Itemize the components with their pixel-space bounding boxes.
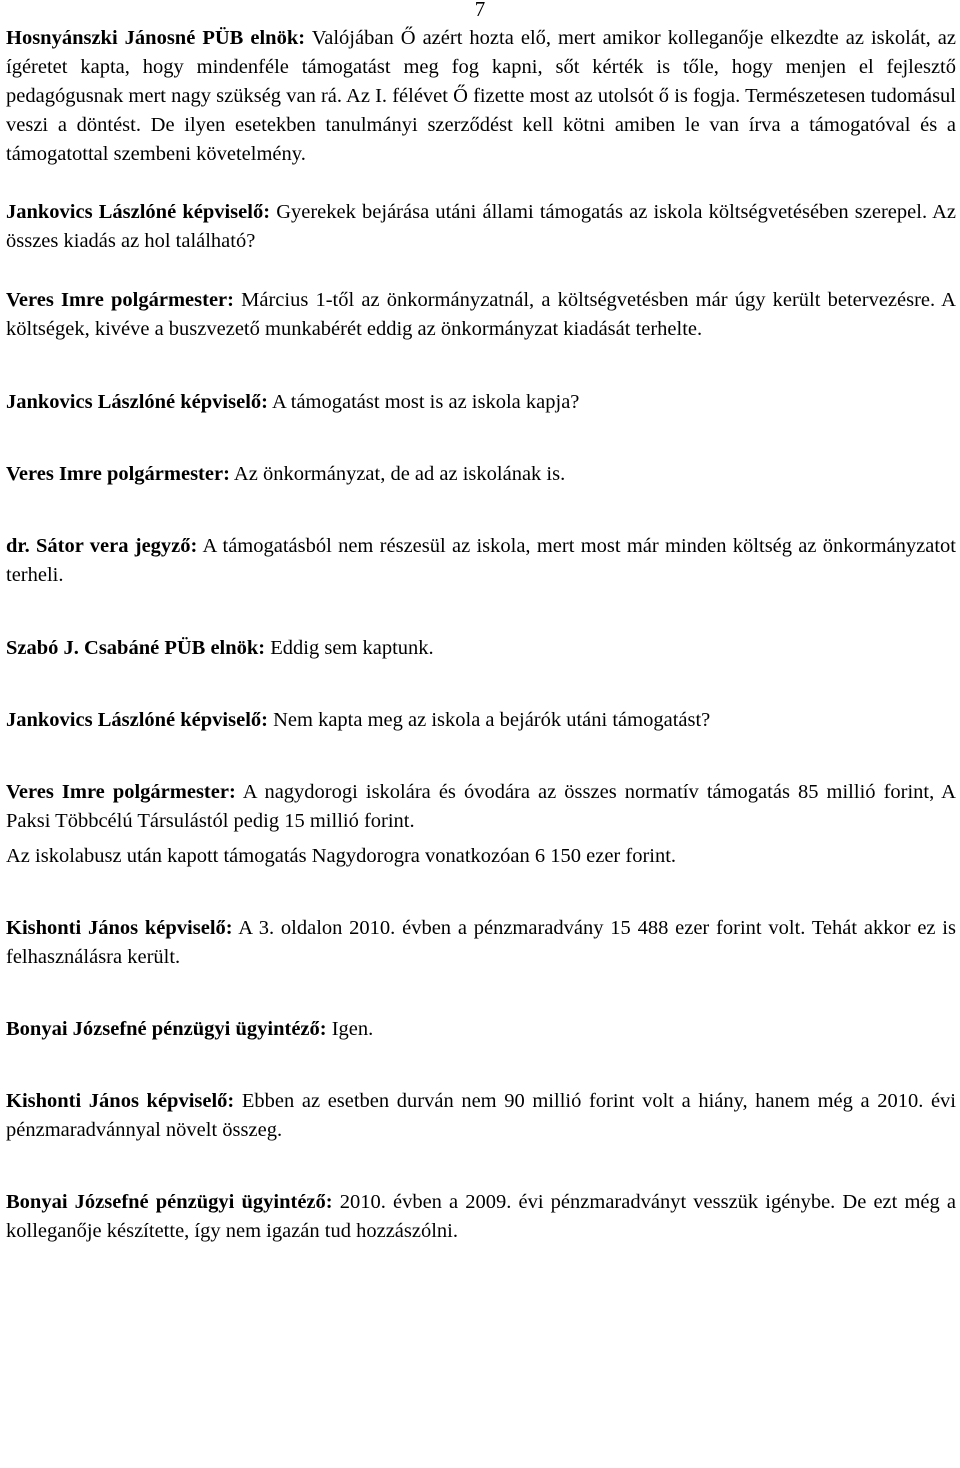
document-body — [6, 24, 956, 1246]
speaker-name: Hosnyánszki Jánosné PÜB elnök: — [6, 27, 306, 49]
speech-text: Ebben az esetben durván nem 90 millió forint volt a hiány, hanem még a 2010. évi pénzmaradvánnyal növelt összeg. — [6, 1090, 956, 1141]
paragraph-veres-2 — [6, 460, 956, 489]
speaker-name: Szabó J. Csabáné PÜB elnök: — [6, 637, 266, 659]
paragraph-jankovics-3 — [6, 706, 956, 735]
speaker-name: Veres Imre polgármester: — [6, 781, 236, 803]
speech-text: Az iskolabusz után kapott támogatás Nagydorogra vonatkozóan 6 150 ezer forint. — [6, 845, 677, 867]
speaker-name: Jankovics Lászlóné képviselő: — [6, 201, 271, 223]
speaker-name: Veres Imre polgármester: — [6, 463, 230, 485]
paragraph-kishonti-1 — [6, 914, 956, 972]
speaker-name: Bonyai Józsefné pénzügyi ügyintéző: — [6, 1191, 333, 1213]
speech-text: 2010. évben a 2009. évi pénzmaradványt vesszük igénybe. De ezt még a kolleganője készítette, így nem igazán tud hozzászólni. — [6, 1191, 956, 1242]
speech-text: Gyerekek bejárása utáni állami támogatás az iskola költségvetésében szerepel. Az összes kiadás az hol található? — [6, 201, 956, 252]
paragraph-veres-3 — [6, 778, 956, 836]
speaker-name: Jankovics Lászlóné képviselő: — [6, 709, 268, 731]
speech-text: Eddig sem kaptunk. — [265, 637, 434, 659]
speaker-name: dr. Sátor vera jegyző: — [6, 535, 198, 557]
paragraph-bonyai-1 — [6, 1015, 956, 1044]
speech-text: A támogatást most is az iskola kapja? — [267, 391, 580, 413]
speech-text: Igen. — [326, 1018, 374, 1040]
paragraph-iskolabusz — [6, 842, 956, 871]
paragraph-jankovics-1 — [6, 198, 956, 256]
speech-text: Nem kapta meg az iskola a bejárók utáni támogatást? — [267, 709, 711, 731]
speaker-name: Jankovics Lászlóné képviselő: — [6, 391, 268, 413]
speaker-name: Bonyai Józsefné pénzügyi ügyintéző: — [6, 1018, 327, 1040]
paragraph-szabo — [6, 634, 956, 663]
paragraph-sator — [6, 532, 956, 590]
speech-text: A 3. oldalon 2010. évben a pénzmaradvány 15 488 ezer forint volt. Tehát akkor ez is felhasználásra került. — [6, 917, 956, 968]
paragraph-hosnyanszki — [6, 24, 956, 169]
speech-text: Valójában Ő azért hozta elő, mert amikor kolleganője elkezdte az iskolát, az ígéretet kapta, hogy mindenféle támogatást meg fog kapni, sőt kérték is tőle, hogy menjen el fejlesztő pedagógusnak mert nagy szükség van rá. Az I. félévet Ő fizette most az utolsót ő is fogja. Természetesen tudomásul veszi a döntést. De ilyen esetekben tanulmányi szerződést kell kötni amiben le van írva a támogatóval és a támogatottal szembeni követelmény. — [6, 27, 956, 165]
speech-text: Az önkormányzat, de ad az iskolának is. — [229, 463, 566, 485]
speaker-name: Kishonti János képviselő: — [6, 1090, 235, 1112]
paragraph-kishonti-2 — [6, 1087, 956, 1145]
speech-text: A támogatásból nem részesül az iskola, mert most már minden költség az önkormányzatot terheli. — [6, 535, 957, 586]
speaker-name: Kishonti János képviselő: — [6, 917, 233, 939]
speech-text: A nagydorogi iskolára és óvodára az összes normatív támogatás 85 millió forint, A Paksi Többcélú Társulástól pedig 15 millió forint. — [6, 781, 956, 832]
speaker-name: Veres Imre polgármester: — [6, 289, 234, 311]
paragraph-bonyai-2 — [6, 1188, 956, 1246]
speech-text: Március 1-től az önkormányzatnál, a költségvetésben már úgy került betervezésre. A költségek, kivéve a buszvezető munkabérét eddig az önkormányzat kiadását terhelte. — [6, 289, 956, 340]
paragraph-veres-1 — [6, 286, 956, 344]
page-number: 7 — [474, 0, 486, 21]
paragraph-jankovics-2 — [6, 388, 956, 417]
